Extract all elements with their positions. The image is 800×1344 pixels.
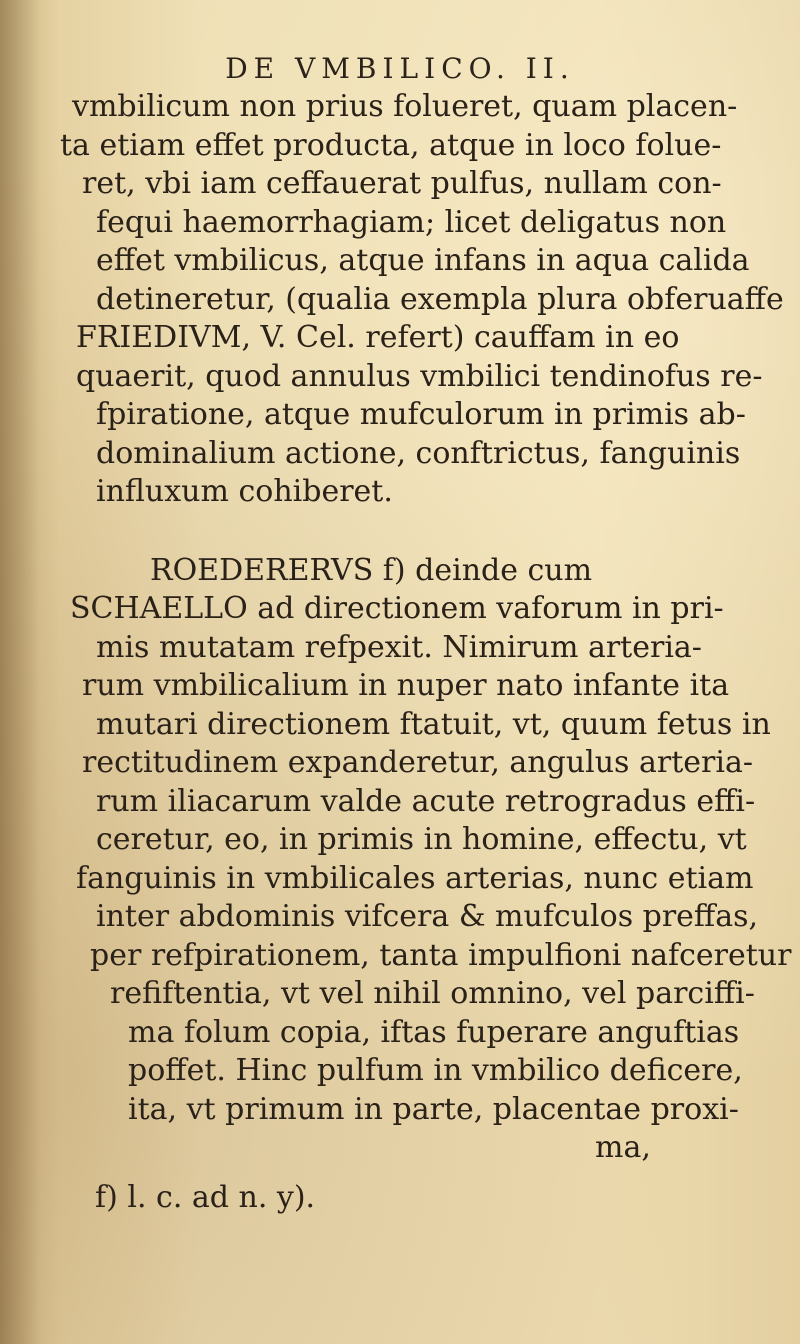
text-line: fpiratione, atque mufculorum in primis ab- [96, 397, 746, 432]
text-line: ita, vt primum in parte, placentae proxi- [128, 1091, 739, 1127]
text-line: ta etiam effet producta, atque in loco folue- [60, 127, 722, 163]
text-line: effet vmbilicus, atque infans in aqua calida [96, 243, 750, 278]
text-line: inter abdominis vifcera & mufculos preffas, [96, 899, 759, 934]
text-line: ret, vbi iam ceffauerat pulfus, nullam con- [82, 166, 722, 201]
text-line: fequi haemorrhagiam; licet deligatus non [96, 204, 727, 240]
text-line: ma, [595, 1130, 651, 1165]
paragraph-1 [60, 88, 784, 512]
text-line: mutari directionem ftatuit, vt, quum fetus in [96, 706, 771, 742]
paragraph-gap [60, 512, 710, 552]
text-line: per refpirationem, tanta impulfioni nafceretur [90, 937, 792, 973]
paragraph-2 [60, 552, 792, 1168]
text-line: FRIEDIVM, V. Cel. refert) cauffam in eo [76, 320, 680, 355]
text-line: fanguinis in vmbilicales arterias, nunc etiam [76, 860, 754, 896]
text-line: refiftentia, vt vel nihil omnino, vel parciffi- [110, 976, 755, 1011]
running-header: DE VMBILICO. II. [225, 52, 575, 85]
text-line: influxum cohiberet. [96, 474, 393, 509]
text-line: poffet. Hinc pulfum in vmbilico deficere, [128, 1053, 743, 1088]
text-line: mis mutatam refpexit. Nimirum arteria- [96, 629, 702, 665]
text-line: SCHAELLO ad directionem vaforum in pri- [70, 591, 724, 626]
text-line: ceretur, eo, in primis in homine, effectu, vt [96, 822, 747, 857]
text-line: vmbilicum non prius folueret, quam placen- [72, 89, 738, 124]
text-line: ROEDERERVS f) deinde cum [150, 552, 593, 588]
text-line: rum vmbilicalium in nuper nato infante ita [82, 668, 730, 703]
footnote: f) l. c. ad n. y). [95, 1180, 316, 1215]
text-line: ma folum copia, iftas fuperare anguftias [128, 1014, 740, 1050]
body-text [60, 88, 792, 1168]
text-line: detineretur, (qualia exempla plura obferuaffe [96, 281, 784, 317]
text-line: rum iliacarum valde acute retrogradus effi- [96, 783, 756, 819]
text-line: dominalium actione, conftrictus, fanguinis [96, 435, 741, 471]
text-line: quaerit, quod annulus vmbilici tendinofus re- [76, 358, 763, 394]
text-line: rectitudinem expanderetur, angulus arteria- [82, 745, 753, 780]
page-edge-shadow [0, 0, 40, 1344]
